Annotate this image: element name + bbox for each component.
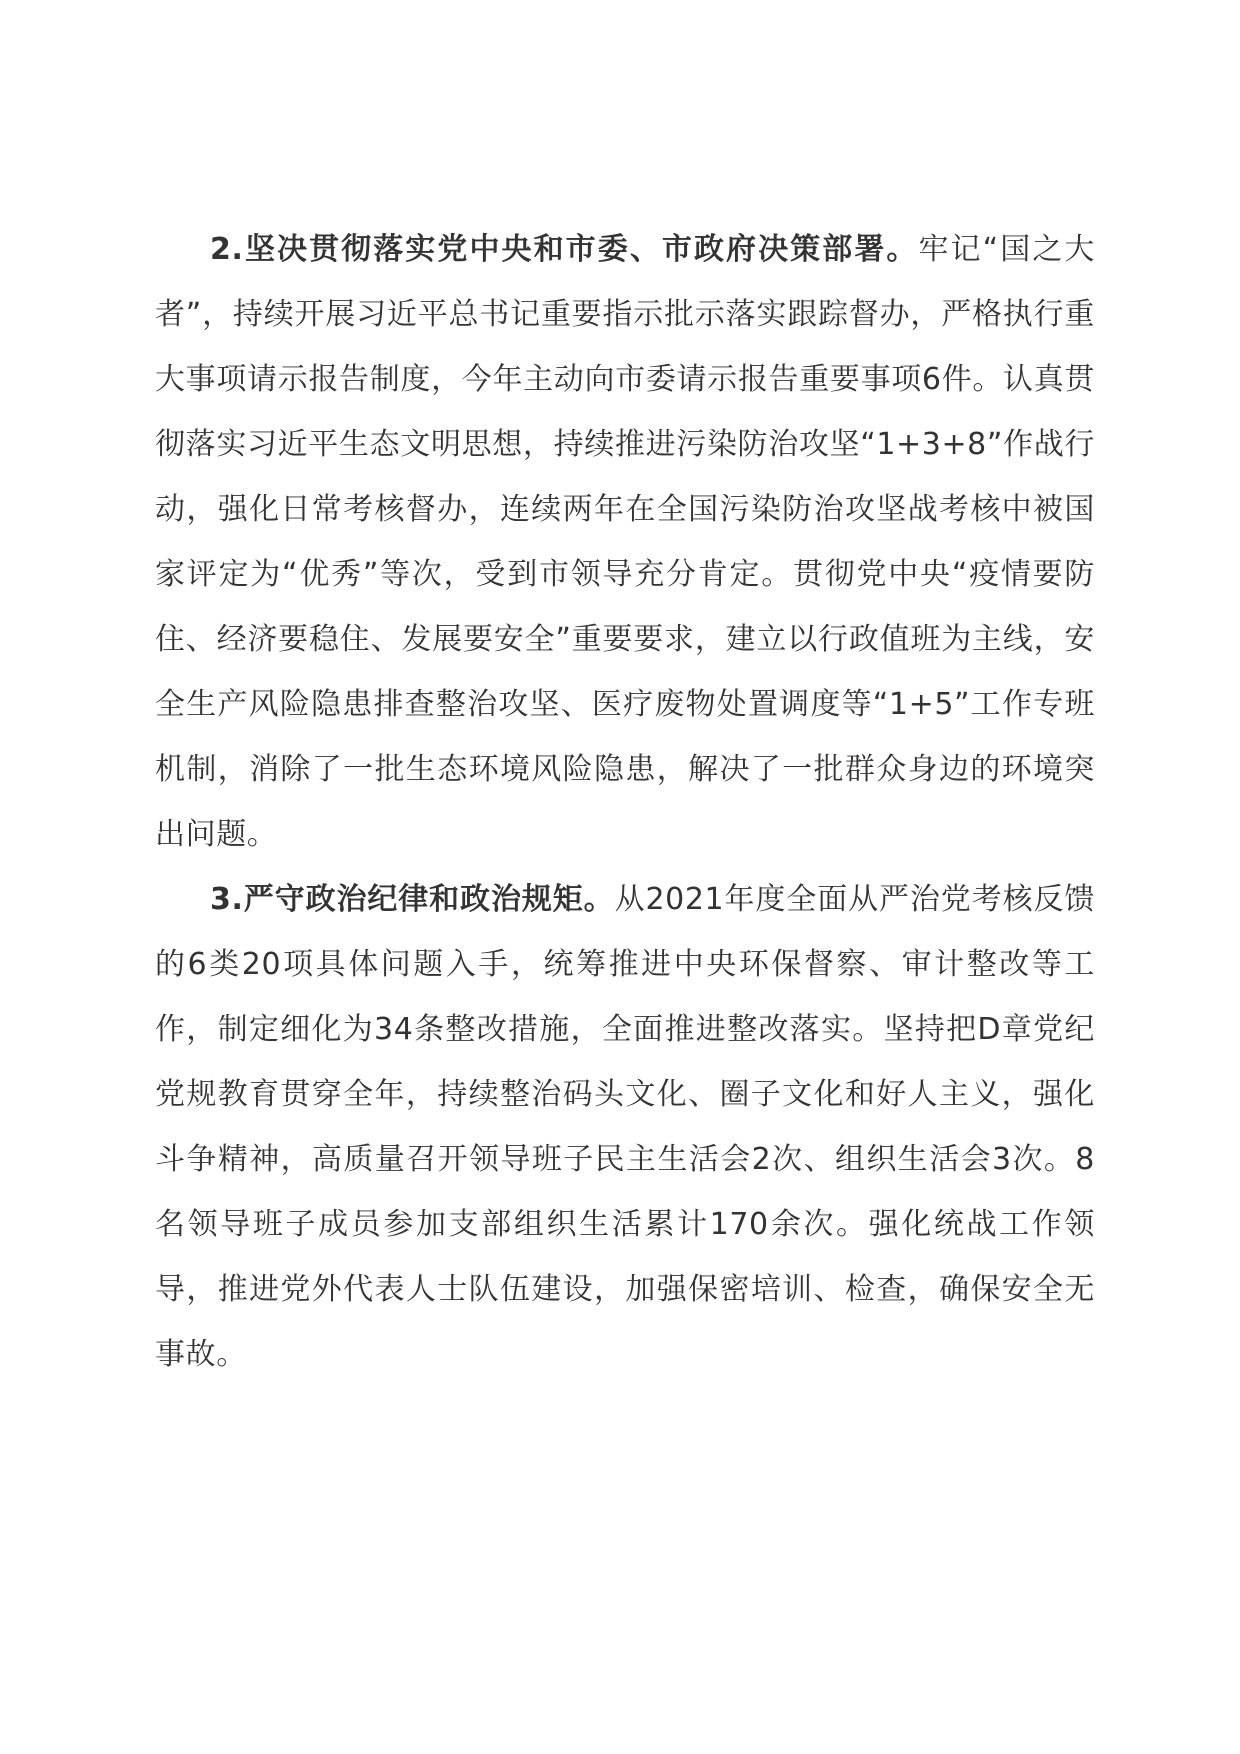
paragraph-body: 牢记“国之大者”，持续开展习近平总书记重要指示批示落实跟踪督办，严格执行重大事项请示报告制度，今年主动向市委请示报告重要事项6件。认真贯彻落实习近平生态文明思想，持续推进污染防治攻坚“1+3+8”作战行动，强化日常考核督办，连续两年在全国污染防治攻坚战考核中被国家评定为“优秀”等次，受到市领导充分肯定。贯彻党中央“疫情要防住、经济要稳住、发展要安全”重要要求，建立以行政值班为主线，安全生产风险隐患排查整治攻坚、医疗废物处置调度等“1+5”工作专班机制，消除了一批生态环境风险隐患，解决了一批群众身边的环境突出问题。 <box>155 232 1095 852</box>
paragraph-political-discipline <box>155 867 1095 1387</box>
paragraph-decision-deployment <box>155 217 1095 867</box>
paragraph-body: 从2021年度全面从严治党考核反馈的6类20项具体问题入手，统筹推进中央环保督察、审计整改等工作，制定细化为34条整改措施，全面推进整改落实。坚持把D章党纪党规教育贯穿全年，持续整治码头文化、圈子文化和好人主义，强化斗争精神，高质量召开领导班子民主生活会2次、组织生活会3次。8名领导班子成员参加支部组织生活累计170余次。强化统战工作领导，推进党外代表人士队伍建设，加强保密培训、检查，确保安全无事故。 <box>155 882 1095 1372</box>
document-page <box>155 217 1095 1387</box>
paragraph-heading: 2.坚决贯彻落实党中央和市委、市政府决策部署。 <box>210 232 919 267</box>
paragraph-heading: 3.严守政治纪律和政治规矩。 <box>210 882 615 917</box>
